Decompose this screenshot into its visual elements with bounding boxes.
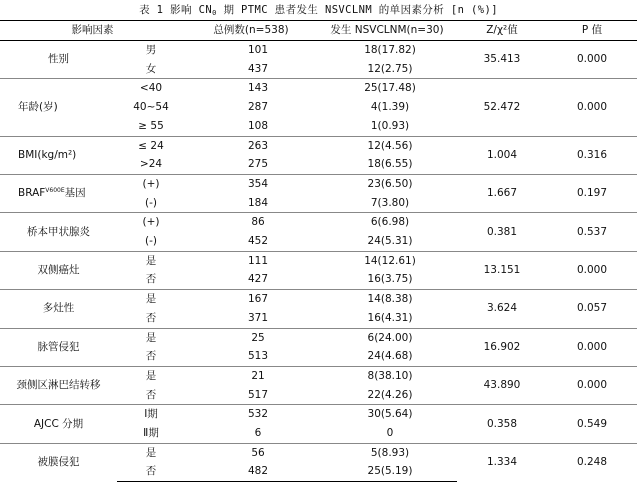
level-cell: 是 — [117, 366, 185, 385]
factor-name — [0, 174, 117, 212]
total-cell: 532 — [185, 405, 317, 424]
p-value-cell: 0.197 — [547, 174, 637, 212]
level-cell: (+) — [117, 213, 185, 232]
p-value-cell: 0.248 — [547, 443, 637, 481]
total-cell: 263 — [185, 136, 317, 155]
nsvclnm-cell: 14(8.38) — [317, 290, 457, 309]
factor-name — [0, 405, 117, 443]
level-cell: Ⅱ期 — [143, 427, 159, 440]
table-body — [0, 41, 637, 482]
factor-label: 年龄(岁) — [18, 101, 58, 114]
nsvclnm-cell: 23(6.50) — [317, 174, 457, 193]
total-cell: 108 — [247, 119, 269, 132]
stat-cell: 52.472 — [457, 79, 547, 136]
header-nsvclnm: 发生 NSVCLNM(n=30) — [317, 21, 457, 41]
table-row — [0, 213, 637, 232]
level-cell: (-) — [145, 196, 157, 209]
total-cell: 56 — [185, 443, 317, 462]
total-cell: 452 — [247, 235, 269, 248]
nsvclnm-cell: 12(4.56) — [317, 136, 457, 155]
univariate-analysis-table — [0, 20, 637, 482]
header-row — [0, 21, 637, 41]
total-cell: 482 — [185, 462, 317, 481]
nsvclnm-cell: 8(38.10) — [317, 366, 457, 385]
level-cell: 是 — [117, 290, 185, 309]
level-cell: >24 — [139, 158, 163, 171]
factor-label: AJCC 分期 — [33, 417, 84, 430]
nsvclnm-cell: 18(6.55) — [367, 158, 413, 171]
level-cell: (-) — [145, 235, 157, 248]
nsvclnm-cell: 25(17.48) — [317, 79, 457, 98]
level-cell: 否 — [117, 462, 185, 481]
level-cell: (+) — [117, 174, 185, 193]
table-row — [0, 136, 637, 155]
level-cell: 是 — [117, 443, 185, 462]
nsvclnm-cell: 30(5.64) — [317, 405, 457, 424]
nsvclnm-cell: 1(0.93) — [370, 119, 410, 132]
nsvclnm-cell: 25(5.19) — [317, 462, 457, 481]
level-cell: 否 — [145, 311, 157, 324]
level-cell: 否 — [145, 388, 157, 401]
total-cell: 143 — [185, 79, 317, 98]
level-cell: <40 — [117, 79, 185, 98]
total-cell: 513 — [247, 350, 269, 363]
stat-cell: 1.004 — [457, 136, 547, 174]
factor-name — [0, 328, 117, 366]
factor-label: 性别 — [48, 53, 69, 66]
header-stat: Z/χ²值 — [457, 21, 547, 41]
table-row — [0, 366, 637, 385]
caption-suffix: 期 PTMC 患者发生 NSVCLNM 的单因素分析 [n (%)] — [216, 4, 498, 16]
total-cell: 517 — [247, 388, 269, 401]
p-value-cell: 0.537 — [547, 213, 637, 251]
factor-label: BMI(kg/m²) — [18, 148, 77, 161]
nsvclnm-cell: 16(3.75) — [367, 273, 413, 286]
factor-label: 颈侧区淋巴结转移 — [16, 379, 101, 392]
total-cell: 101 — [185, 41, 317, 60]
p-value-cell: 0.000 — [547, 366, 637, 404]
factor-label: 被膜侵犯 — [37, 456, 80, 469]
total-cell: 275 — [247, 158, 269, 171]
nsvclnm-cell: 12(2.75) — [367, 62, 413, 75]
nsvclnm-cell: 4(1.39) — [370, 101, 410, 114]
nsvclnm-cell: 18(17.82) — [317, 41, 457, 60]
table-row — [0, 290, 637, 309]
caption-prefix: 表 1 影响 CN — [139, 4, 213, 16]
stat-cell: 13.151 — [457, 251, 547, 289]
p-value-cell: 0.000 — [547, 79, 637, 136]
level-cell: 是 — [117, 328, 185, 347]
table-row — [0, 79, 637, 98]
total-cell: 86 — [185, 213, 317, 232]
level-cell: 否 — [145, 273, 157, 286]
stat-cell: 43.890 — [457, 366, 547, 404]
header-factor: 影响因素 — [0, 21, 185, 41]
level-cell: 40~54 — [133, 101, 169, 114]
total-cell: 371 — [247, 311, 269, 324]
p-value-cell: 0.000 — [547, 328, 637, 366]
factor-name — [0, 443, 117, 481]
total-cell: 437 — [247, 62, 269, 75]
nsvclnm-cell: 7(3.80) — [370, 196, 410, 209]
nsvclnm-cell: 5(8.93) — [317, 443, 457, 462]
nsvclnm-cell: 0 — [386, 427, 394, 440]
level-cell: ≤ 24 — [117, 136, 185, 155]
factor-name — [0, 41, 117, 79]
stat-cell: 0.358 — [457, 405, 547, 443]
nsvclnm-cell: 6(24.00) — [317, 328, 457, 347]
level-cell: 是 — [117, 251, 185, 270]
stat-cell: 1.667 — [457, 174, 547, 212]
p-value-cell: 0.000 — [547, 251, 637, 289]
level-cell: Ⅰ期 — [117, 405, 185, 424]
factor-superscript: V600E — [45, 187, 65, 195]
table-row — [0, 405, 637, 424]
p-value-cell: 0.316 — [547, 136, 637, 174]
nsvclnm-cell: 6(6.98) — [317, 213, 457, 232]
level-cell: 男 — [117, 41, 185, 60]
stat-cell: 16.902 — [457, 328, 547, 366]
factor-label: 多灶性 — [42, 302, 75, 315]
total-cell: 287 — [247, 101, 269, 114]
nsvclnm-cell: 14(12.61) — [317, 251, 457, 270]
table-caption — [0, 2, 637, 17]
factor-label: 桥本甲状腺炎 — [27, 225, 90, 238]
total-cell: 111 — [185, 251, 317, 270]
stat-cell: 1.334 — [457, 443, 547, 481]
p-value-cell: 0.000 — [547, 41, 637, 79]
stat-cell: 35.413 — [457, 41, 547, 79]
total-cell: 21 — [185, 366, 317, 385]
table-row — [0, 251, 637, 270]
level-cell: 女 — [145, 62, 157, 75]
factor-name — [0, 251, 117, 289]
total-cell: 25 — [185, 328, 317, 347]
nsvclnm-cell: 16(4.31) — [367, 311, 413, 324]
factor-name — [0, 79, 117, 136]
factor-label: BRAF — [18, 187, 46, 200]
stat-cell: 3.624 — [457, 290, 547, 328]
total-cell: 354 — [185, 174, 317, 193]
nsvclnm-cell: 22(4.26) — [367, 388, 413, 401]
level-cell: 否 — [145, 350, 157, 363]
p-value-cell: 0.057 — [547, 290, 637, 328]
total-cell: 184 — [247, 196, 269, 209]
factor-name — [0, 136, 117, 174]
stat-cell: 0.381 — [457, 213, 547, 251]
factor-suffix: 基因 — [64, 187, 86, 200]
total-cell: 427 — [247, 273, 269, 286]
factor-name — [0, 213, 117, 251]
table-row — [0, 328, 637, 347]
p-value-cell: 0.549 — [547, 405, 637, 443]
nsvclnm-cell: 24(4.68) — [367, 350, 413, 363]
level-cell: ≥ 55 — [138, 119, 164, 132]
nsvclnm-cell: 24(5.31) — [367, 235, 413, 248]
factor-name — [0, 290, 117, 328]
caption-subscript: 0 — [212, 9, 217, 17]
header-total: 总例数(n=538) — [185, 21, 317, 41]
table-row — [0, 174, 637, 193]
table-row — [0, 443, 637, 462]
total-cell: 167 — [185, 290, 317, 309]
header-p: P 值 — [547, 21, 637, 41]
total-cell: 6 — [254, 427, 262, 440]
factor-label: 脉管侵犯 — [37, 340, 80, 353]
factor-name — [0, 366, 117, 404]
table-row — [0, 41, 637, 60]
factor-label: 双侧癌灶 — [37, 264, 80, 277]
